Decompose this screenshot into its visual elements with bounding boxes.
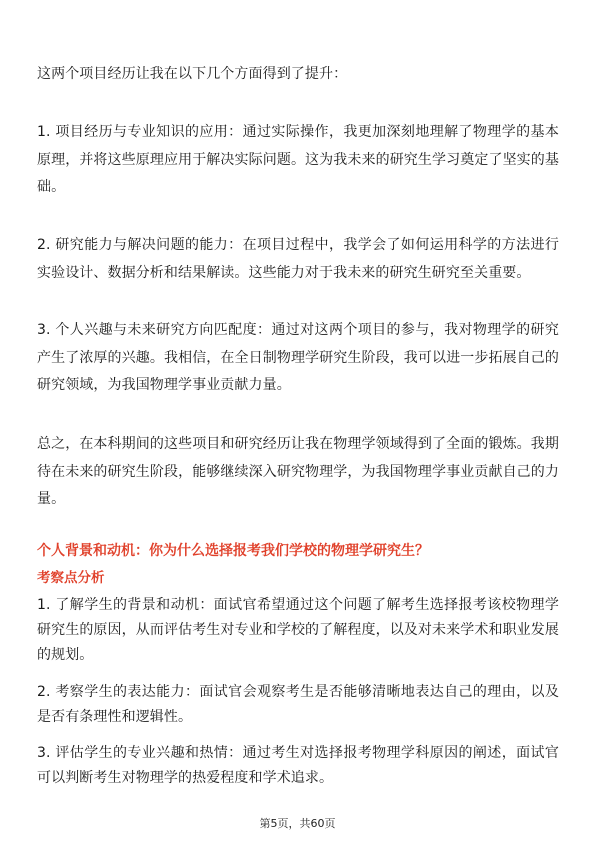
analysis-point-2: 2. 考察学生的表达能力：面试官会观察考生是否能够清晰地表达自己的理由，以及是否有条理性和逻辑性。 [37,684,559,725]
page-number-footer: 第5页，共60页 [259,817,336,830]
analysis-point-3: 3. 评估学生的专业兴趣和热情：通过考生对选择报考物理学科原因的阐述，面试官可以判断考生对物理学的热爱程度和学术追求。 [37,745,559,786]
conclusion-paragraph: 总之，在本科期间的这些项目和研究经历让我在物理学领域得到了全面的锻炼。我期待在未来的研究生阶段，能够继续深入研究物理学，为我国物理学事业贡献自己的力量。 [37,436,559,507]
intro-paragraph: 这两个项目经历让我在以下几个方面得到了提升： [37,66,348,82]
analysis-point-1: 1. 了解学生的背景和动机：面试官希望通过这个问题了解考生选择报考该校物理学研究生的原因，从而评估考生对专业和学校的了解程度，以及对未来学术和职业发展的规划。 [37,597,559,663]
question-heading: 个人背景和动机：你为什么选择报考我们学校的物理学研究生？ [37,543,429,559]
point-3-paragraph: 3. 个人兴趣与未来研究方向匹配度：通过对这两个项目的参与，我对物理学的研究产生了浓厚的兴趣。我相信，在全日制物理学研究生阶段，我可以进一步拓展自己的研究领域，为我国物理学事业贡献力量。 [37,322,559,393]
point-2-paragraph: 2. 研究能力与解决问题的能力：在项目过程中，我学会了如何运用科学的方法进行实验设计、数据分析和结果解读。这些能力对于我未来的研究生研究至关重要。 [37,237,559,281]
analysis-heading: 考察点分析 [37,570,105,586]
point-1-paragraph: 1. 项目经历与专业知识的应用：通过实际操作，我更加深刻地理解了物理学的基本原理，并将这些原理应用于解决实际问题。这为我未来的研究生学习奠定了坚实的基础。 [37,124,559,195]
